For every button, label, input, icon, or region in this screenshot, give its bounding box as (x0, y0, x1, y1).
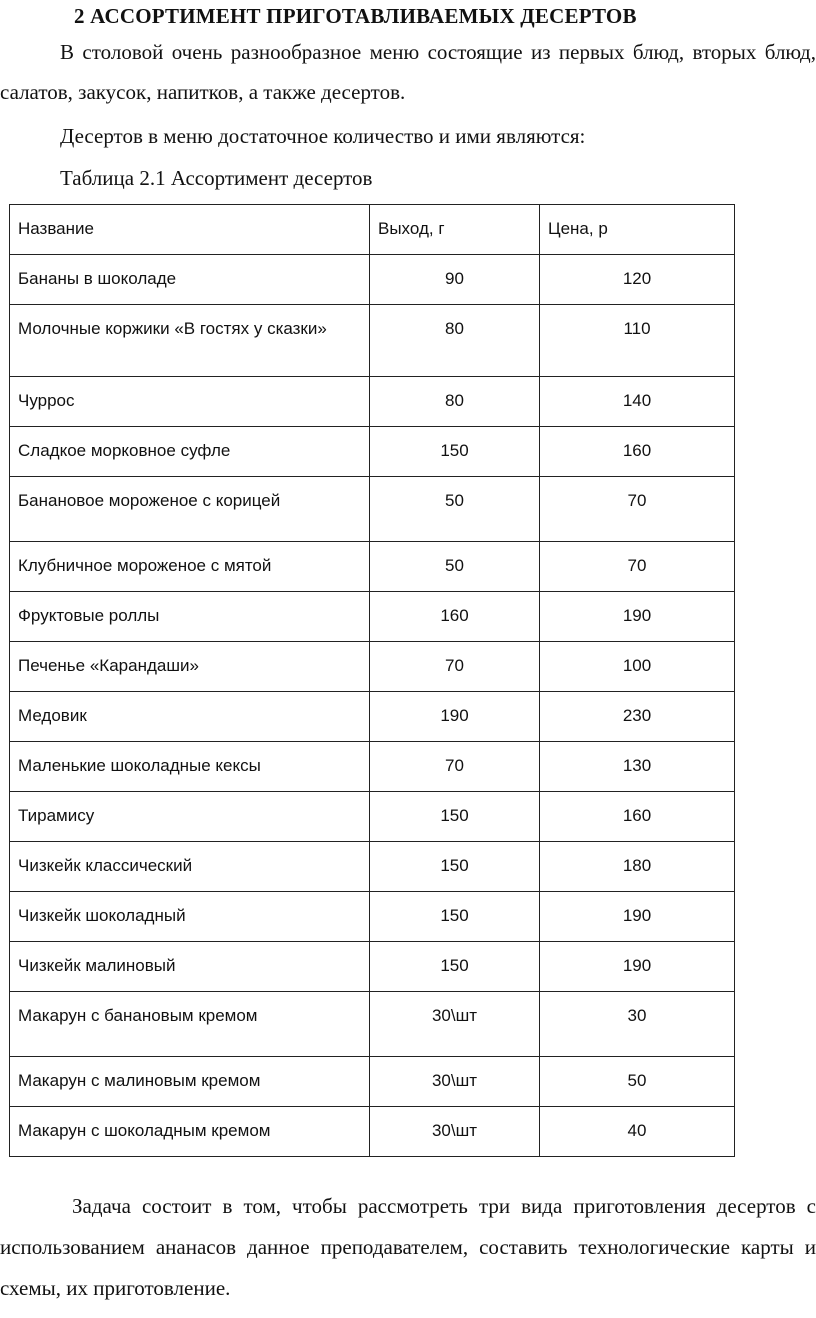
table-row (10, 992, 735, 1057)
row-price: 180 (540, 842, 735, 892)
row-name: Макарун с банановым кремом (10, 992, 370, 1057)
row-price: 130 (540, 742, 735, 792)
table-row (10, 892, 735, 942)
row-yield: 80 (370, 377, 540, 427)
header-yield: Выход, г (370, 205, 540, 255)
dessert-assortment-table (9, 204, 735, 1157)
row-name: Чизкейк классический (10, 842, 370, 892)
table-row (10, 255, 735, 305)
row-price: 160 (540, 427, 735, 477)
table-row (10, 377, 735, 427)
row-price: 190 (540, 592, 735, 642)
row-price: 100 (540, 642, 735, 692)
header-price: Цена, р (540, 205, 735, 255)
table-row (10, 477, 735, 542)
row-yield: 30\шт (370, 1107, 540, 1157)
table-row (10, 305, 735, 377)
row-name: Печенье «Карандаши» (10, 642, 370, 692)
row-name: Сладкое морковное суфле (10, 427, 370, 477)
row-name: Бананы в шоколаде (10, 255, 370, 305)
row-yield: 150 (370, 892, 540, 942)
row-yield: 150 (370, 942, 540, 992)
row-name: Молочные коржики «В гостях у сказки» (10, 305, 370, 377)
row-yield: 190 (370, 692, 540, 742)
table-row (10, 742, 735, 792)
row-name: Фруктовые роллы (10, 592, 370, 642)
table-row (10, 842, 735, 892)
row-yield: 30\шт (370, 1057, 540, 1107)
conclusion-paragraph: Задача состоит в том, чтобы рассмотреть три вида приготовления десертов с использованием ананасов данное преподавателем, составить технологические карты и схемы, их приготовление. (0, 1194, 816, 1300)
row-yield: 150 (370, 792, 540, 842)
row-price: 50 (540, 1057, 735, 1107)
row-price: 40 (540, 1107, 735, 1157)
row-price: 190 (540, 892, 735, 942)
row-name: Тирамису (10, 792, 370, 842)
row-yield: 30\шт (370, 992, 540, 1057)
row-name: Клубничное мороженое с мятой (10, 542, 370, 592)
row-name: Банановое мороженое с корицей (10, 477, 370, 542)
row-price: 140 (540, 377, 735, 427)
intro-paragraph: В столовой очень разнообразное меню состоящие из первых блюд, вторых блюд, салатов, закусок, напитков, а также десертов. (0, 40, 816, 104)
row-yield: 50 (370, 477, 540, 542)
row-price: 230 (540, 692, 735, 742)
row-name: Чизкейк малиновый (10, 942, 370, 992)
table-row (10, 692, 735, 742)
row-yield: 150 (370, 842, 540, 892)
row-yield: 160 (370, 592, 540, 642)
table-caption: Таблица 2.1 Ассортимент десертов (60, 166, 373, 190)
row-name: Маленькие шоколадные кексы (10, 742, 370, 792)
header-name: Название (10, 205, 370, 255)
row-price: 160 (540, 792, 735, 842)
row-price: 190 (540, 942, 735, 992)
table-header-row (10, 205, 735, 255)
row-yield: 80 (370, 305, 540, 377)
row-name: Чуррос (10, 377, 370, 427)
row-price: 70 (540, 542, 735, 592)
table-row (10, 1057, 735, 1107)
row-price: 70 (540, 477, 735, 542)
row-price: 110 (540, 305, 735, 377)
row-name: Макарун с малиновым кремом (10, 1057, 370, 1107)
row-yield: 70 (370, 642, 540, 692)
table-row (10, 542, 735, 592)
row-yield: 150 (370, 427, 540, 477)
row-price: 30 (540, 992, 735, 1057)
table-row (10, 592, 735, 642)
table-row (10, 427, 735, 477)
row-yield: 50 (370, 542, 540, 592)
row-yield: 90 (370, 255, 540, 305)
row-name: Медовик (10, 692, 370, 742)
intro-paragraph-2: Десертов в меню достаточное количество и ими являются: (60, 124, 586, 148)
section-heading: 2 АССОРТИМЕНТ ПРИГОТАВЛИВАЕМЫХ ДЕСЕРТОВ (74, 4, 637, 28)
table-row (10, 642, 735, 692)
table-row (10, 792, 735, 842)
row-name: Чизкейк шоколадный (10, 892, 370, 942)
table-row (10, 1107, 735, 1157)
row-price: 120 (540, 255, 735, 305)
row-yield: 70 (370, 742, 540, 792)
table-row (10, 942, 735, 992)
row-name: Макарун с шоколадным кремом (10, 1107, 370, 1157)
